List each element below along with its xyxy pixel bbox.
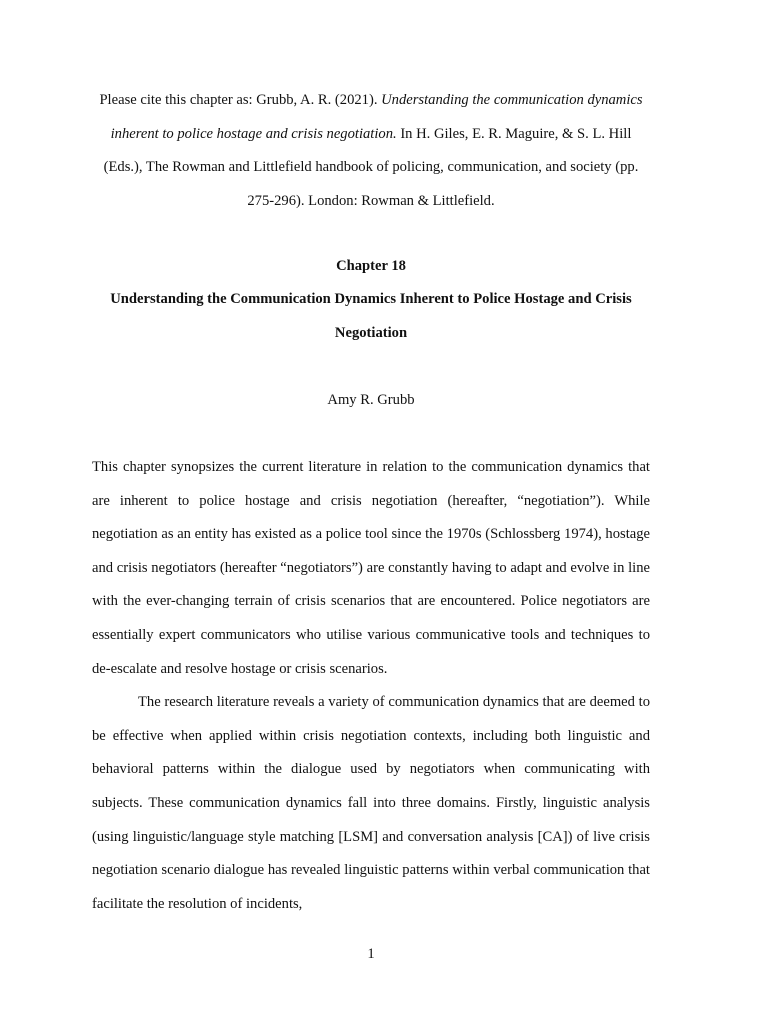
page-number: 1 — [367, 946, 375, 962]
author-name: Amy R. Grubb — [327, 392, 415, 408]
citation-note — [92, 84, 650, 218]
paragraph: This chapter synopsizes the current literature in relation to the communication dynamics that are inherent to police hostage and crisis negotiation (hereafter, “negotiation”). While negotiation as an entity has existed as a police tool since the 1970s (Schlossberg 1974), hostage and crisis negotiators (hereafter “negotiators”) are constantly having to adapt and evolve in line with the ever-changing terrain of crisis scenarios that are encountered. Police negotiators are essentially expert communicators who utilise various communicative tools and techniques to de-escalate and resolve hostage or crisis scenarios. — [92, 459, 650, 677]
citation-prefix: Please cite this chapter as: Grubb, A. R. (2021). — [99, 92, 382, 108]
chapter-label: Chapter 18 — [336, 258, 406, 274]
citation-chapter-title: Understanding the communication dynamics inherent to police hostage and crisis negotiation. — [110, 92, 643, 142]
body-text — [92, 451, 650, 921]
paragraph: The research literature reveals a variety of communication dynamics that are deemed to be effective when applied within crisis negotiation contexts, including both linguistic and behavioral patterns within the dialogue used by negotiators when communicating with subjects. These communication dynamics fall into three domains. Firstly, linguistic analysis (using linguistic/language style matching [LSM] and conversation analysis [CA]) of live crisis negotiation scenario dialogue has revealed linguistic patterns within verbal communication that facilitate the resolution of incidents, — [92, 694, 650, 912]
citation-suffix: In H. Giles, E. R. Maguire, & S. L. Hill (Eds.), The Rowman and Littlefield handbook of policing, communication, and society (pp. 275-296). London: Rowman & Littlefield. — [103, 125, 639, 209]
chapter-title: Understanding the Communication Dynamics Inherent to Police Hostage and Crisis Negotiation — [110, 291, 632, 341]
